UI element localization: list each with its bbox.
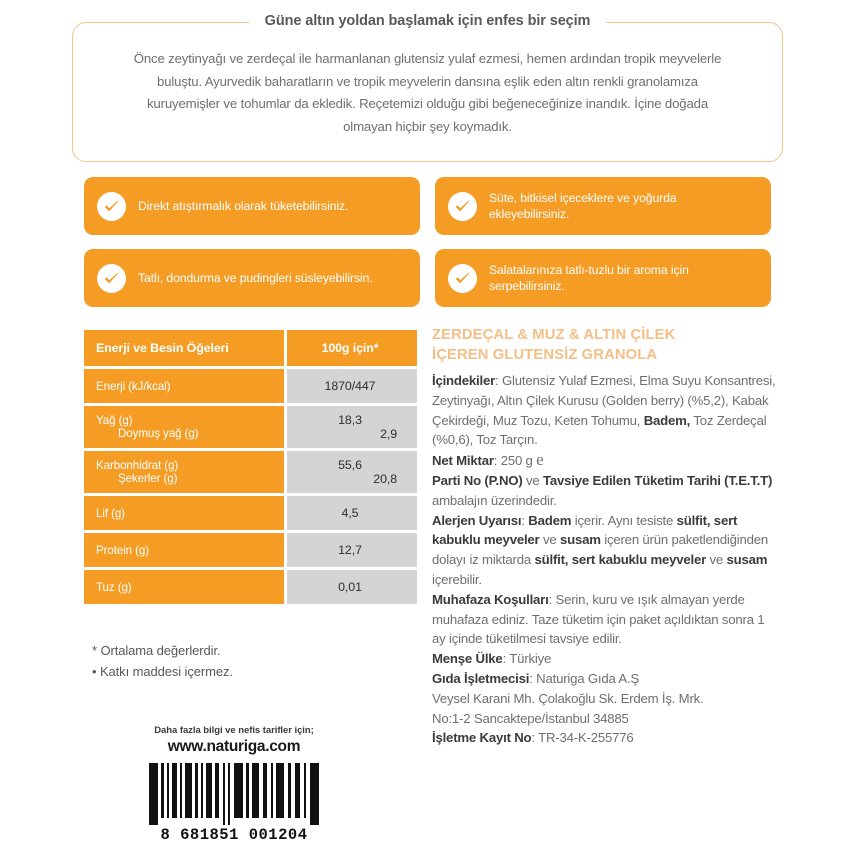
nutrition-header-row xyxy=(84,330,417,366)
table-row xyxy=(84,533,417,567)
nutrition-row-value-group xyxy=(287,451,417,493)
nutrition-row-label: Karbonhidrat (g) xyxy=(96,459,179,472)
benefit-card-2-label: Süte, bitkisel içeceklere ve yoğurda ekleyebilirsiniz. xyxy=(489,190,677,221)
intro-story-box xyxy=(72,13,783,162)
registry-block xyxy=(432,728,777,748)
storage-block xyxy=(432,590,777,649)
nutrition-row-value: 55,6 xyxy=(338,458,362,472)
nutrition-row-subvalue: 20,8 xyxy=(373,472,397,486)
nutrition-row-label: Protein (g) xyxy=(84,533,284,567)
batch-date-text: ambalajın üzerindedir. xyxy=(432,492,557,508)
operator-label: Gıda İşletmecisi xyxy=(432,670,530,686)
net-quantity-label: Net Miktar xyxy=(432,453,494,469)
allergen-susam-1: susam xyxy=(559,532,601,548)
check-icon xyxy=(97,264,126,293)
storage-label: Muhafaza Koşulları xyxy=(432,591,549,607)
intro-title: Güne altın yoldan başlamak için enfes bir seçim xyxy=(249,11,607,31)
allergen-sep-1: : xyxy=(521,512,529,528)
address-line-2: No:1-2 Sancaktepe/İstanbul 34885 xyxy=(432,710,629,726)
product-info-panel xyxy=(432,326,777,748)
allergen-text-2: ve xyxy=(539,532,560,548)
origin-block xyxy=(432,649,777,669)
nutrition-row-label: Enerji (kJ/kcal) xyxy=(84,369,284,403)
product-title-line-2: İÇEREN GLUTENSİZ GRANOLA xyxy=(432,346,658,363)
nutrition-table xyxy=(84,330,417,604)
footnote-no-additives: • Katkı maddesi içermez. xyxy=(92,664,233,679)
check-icon xyxy=(97,192,126,221)
nutrition-row-value: 1870/447 xyxy=(287,369,417,403)
batch-conjunction: ve xyxy=(522,472,544,488)
benefit-card-3-label: Tatlı, dondurma ve pudingleri süsleyebilirsin. xyxy=(138,270,373,285)
table-row xyxy=(84,369,417,403)
web-barcode-block xyxy=(84,725,384,844)
registry-text: : TR-34-K-255776 xyxy=(531,730,634,746)
nutrition-footnotes xyxy=(92,640,233,682)
operator-text: : Naturiga Gıda A.Ş xyxy=(529,670,640,686)
estimated-sign-icon: e xyxy=(536,450,544,470)
benefit-card-2 xyxy=(435,177,771,235)
allergen-warning-block xyxy=(432,511,777,590)
allergen-sulfit-sert-kabuklu-1: sülfit, sert kabuklu meyveler xyxy=(432,512,738,548)
operator-block xyxy=(432,669,777,689)
nutrition-row-value-group xyxy=(287,406,417,448)
origin-label: Menşe Ülke xyxy=(432,651,503,667)
nutrition-row-value: 12,7 xyxy=(287,533,417,567)
ingredients-allergen-badem: Badem, xyxy=(643,412,691,428)
allergen-text-4: ve xyxy=(706,552,727,568)
table-row xyxy=(84,496,417,530)
table-row xyxy=(84,406,417,448)
nutrition-row-value: 4,5 xyxy=(287,496,417,530)
ingredients-text: : Glutensiz Yulaf Ezmesi, Elma Suyu Konsantresi, Zeytinyağı, Altın Çilek Kurusu (Golden berry) (%5,2), Kabak Çekirdeği, Muz Tozu, Keten Tohumu, xyxy=(432,373,776,428)
table-row xyxy=(84,451,417,493)
web-caption: Daha fazla bilgi ve nefis tarifler için; xyxy=(154,725,314,736)
check-icon xyxy=(448,264,477,293)
nutrition-header-label: Enerji ve Besin Öğeleri xyxy=(84,330,284,366)
benefit-card-4-label: Salatalarınıza tatlı-tuzlu bir aroma için serpebilirsiniz. xyxy=(489,262,689,293)
batch-date-block xyxy=(432,471,777,511)
allergen-label: Alerjen Uyarısı xyxy=(432,512,522,528)
best-before-label: Tavsiye Edilen Tüketim Tarihi (T.E.T.T) xyxy=(543,472,773,488)
barcode-digits: 8 681851 001204 xyxy=(160,826,308,844)
allergen-text-3: içeren ürün paketlendiğinden dolayı iz miktarda xyxy=(432,532,768,568)
footnote-average: * Ortalama değerlerdir. xyxy=(92,643,221,658)
barcode-image xyxy=(149,763,319,825)
net-quantity-value: : 250 g xyxy=(493,453,533,469)
nutrition-row-label-group xyxy=(84,406,284,448)
allergen-sulfit-sert-kabuklu-2: sülfit, sert kabuklu meyveler xyxy=(534,552,707,568)
website-url[interactable]: www.naturiga.com xyxy=(167,738,301,755)
ingredients-block xyxy=(432,371,777,450)
nutrition-row-label: Yağ (g) xyxy=(96,414,133,427)
nutrition-row-value: 0,01 xyxy=(287,570,417,604)
benefit-card-grid xyxy=(84,177,771,307)
ingredients-label: İçindekiler xyxy=(432,373,496,388)
allergen-susam-2: susam xyxy=(726,552,768,568)
benefit-card-3 xyxy=(84,249,420,307)
allergen-badem: Badem xyxy=(528,512,572,528)
address-line-1: Veysel Karani Mh. Çolakoğlu Sk. Erdem İş. Mrk. xyxy=(432,690,704,706)
origin-text: : Türkiye xyxy=(502,651,552,667)
benefit-card-1-label: Direkt atıştırmalık olarak tüketebilirsiniz. xyxy=(138,198,349,213)
net-quantity-block xyxy=(432,450,777,471)
ingredients-tail: Toz Zerdeçal (%0,6), Toz Tarçın. xyxy=(432,412,767,448)
check-icon xyxy=(448,192,477,221)
allergen-text-1: içerir. Aynı tesiste xyxy=(571,512,677,528)
storage-text: : Serin, kuru ve ışık almayan yerde muhafaza ediniz. Taze tüketim için paket açıldıktan sonra 1 ay içinde tüketilmesi tavsiye edilir. xyxy=(432,591,765,647)
benefit-card-1 xyxy=(84,177,420,235)
nutrition-row-subvalue: 2,9 xyxy=(380,427,397,441)
registry-label: İşletme Kayıt No xyxy=(432,730,532,746)
nutrition-row-label-group xyxy=(84,451,284,493)
nutrition-row-sublabel: Doymuş yağ (g) xyxy=(118,427,199,440)
nutrition-row-sublabel: Şekerler (g) xyxy=(118,472,178,485)
nutrition-header-value: 100g için* xyxy=(287,330,417,366)
nutrition-row-value: 18,3 xyxy=(338,413,362,427)
intro-body-text: Önce zeytinyağı ve zerdeçal ile harmanlanan glutensiz yulaf ezmesi, hemen ardından tropik meyvelerle buluştu. Ayurvedik baharatların ve tropik meyvelerin dansına eşlik eden altın renkli granolamıza kuruyemişler ve tohumlar da ekledik. Reçetemizi olduğu gibi beğeneceğinize inandık. İçine doğada olmayan hiçbir şey koymadık. xyxy=(133,51,722,134)
page-title xyxy=(432,326,777,365)
benefit-card-4 xyxy=(435,249,771,307)
batch-number-label: Parti No (P.NO) xyxy=(432,472,523,488)
nutrition-row-label: Tuz (g) xyxy=(84,570,284,604)
table-row xyxy=(84,570,417,604)
nutrition-row-label: Lif (g) xyxy=(84,496,284,530)
allergen-text-5: içerebilir. xyxy=(432,571,482,587)
product-title-line-1: ZERDEÇAL & MUZ & ALTIN ÇİLEK xyxy=(432,327,676,343)
